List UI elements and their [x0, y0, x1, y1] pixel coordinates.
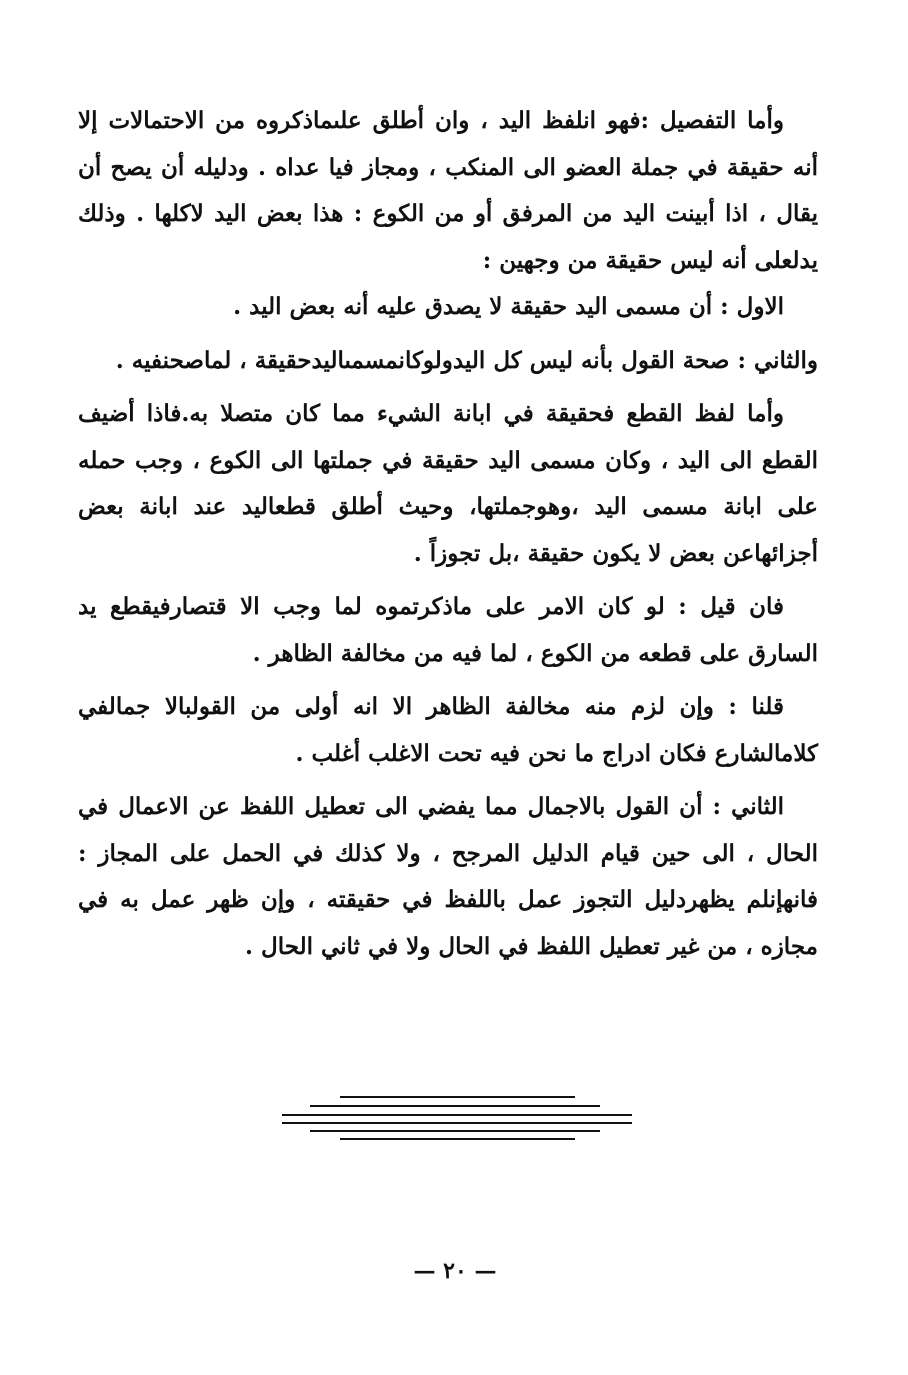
paragraph-second-point: الثاني : أن القول بالاجمال مما يفضي الى تعطيل اللفظ عن الاعمال في الحال ، الى حين قيام الدليل المرجح ، ولا كذلك في الحمل على المجاز : فانهإنلم يظهردليل التجوز عمل باللفظ في حقيقته ، وإن ظهر عمل به في مجازه ، من غير تعطيل اللفظ في الحال ولا في ثاني الحال . — [78, 793, 818, 960]
paragraph-reply: قلنا : وإن لزم منه مخالفة الظاهر الا انه أولى من القولبالا جمالفي كلامالشارع فكان ادراج ما نحن فيه تحت الاغلب أغلب . — [78, 693, 818, 767]
paragraph-first-reason: الاول : أن مسمى اليد حقيقة لا يصدق عليه أنه بعض اليد . — [233, 293, 784, 320]
paragraph-second-reason: والثاني : صحة القول بأنه ليس كل اليدولوكانمسمىاليدحقيقة ، لماصحنفيه . — [115, 346, 818, 374]
paragraph-qat: وأما لفظ القطع فحقيقة في ابانة الشيء مما كان متصلا به.فاذا أضيف القطع الى اليد ، وكان مسمى اليد حقيقة في جملتها الى الكوع ، وجب حمله على ابانة مسمى اليد ،وهوجملتها، وحيث أطلق قطعاليد عند ابانة بعض أجزائهاعن بعض لا يكون حقيقة ،بل تجوزاً . — [78, 400, 818, 567]
page-number: — ٢٠ — — [413, 1258, 497, 1284]
paragraph-tafsil: وأما التفصيل :فهو انلفظ اليد ، وان أطلق علىماذكروه من الاحتمالات إلا أنه حقيقة في جملة العضو الى المنكب ، ومجاز فيا عداه . ودليله أن يصح أن يقال ، اذا أبينت اليد من المرفق أو من الكوع : هذا بعض اليد لاكلها . وذلك يدلعلى أنه ليس حقيقة من وجهين : — [78, 107, 818, 274]
body-text — [78, 98, 818, 970]
paragraph-objection: فان قيل : لو كان الامر على ماذكرتموه لما وجب الا قتصارفيقطع يد السارق على قطعه من الكوع ، لما فيه من مخالفة الظاهر . — [78, 593, 818, 667]
